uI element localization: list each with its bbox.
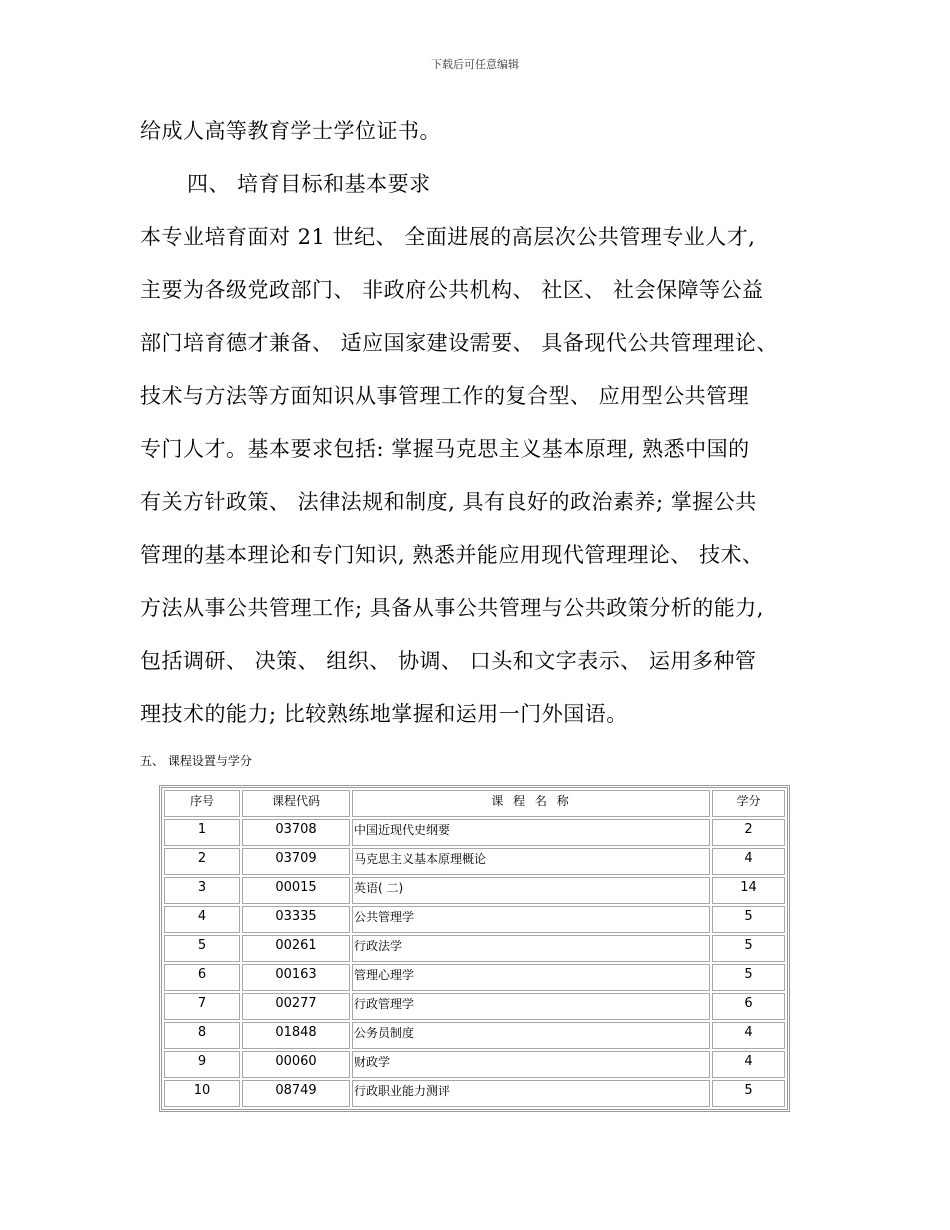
- section5-title: 五、 课程设置与学分: [140, 754, 252, 768]
- cell-number: 6: [164, 964, 240, 991]
- header-credit: 学分: [712, 790, 785, 817]
- body-line: 主要为各级党政部门、 非政府公共机构、 社区、 社会保障等公益: [140, 278, 764, 302]
- body-line: 包括调研、 决策、 组织、 协调、 口头和文字表示、 运用多种管: [140, 649, 757, 673]
- table-row: [164, 964, 785, 991]
- body-line: 管理的基本理论和专门知识, 熟悉并能应用现代管理理论、 技术、: [140, 543, 764, 567]
- body-line: 技术与方法等方面知识从事管理工作的复合型、 应用型公共管理: [140, 384, 750, 408]
- cell-code: 00163: [242, 964, 350, 991]
- table-row: [164, 819, 785, 846]
- body-line: 本专业培育面对 21 世纪、 全面进展的高层次公共管理专业人才,: [140, 225, 756, 249]
- cell-credit: 5: [712, 935, 785, 962]
- course-table-body: [164, 819, 785, 1107]
- cell-code: 00277: [242, 993, 350, 1020]
- course-table-frame: [159, 785, 790, 1112]
- cell-credit: 4: [712, 1022, 785, 1049]
- body-line: 理技术的能力; 比较熟练地掌握和运用一门外国语。: [140, 702, 628, 726]
- cell-credit: 5: [712, 964, 785, 991]
- cell-name: 英语( 二): [352, 877, 710, 904]
- table-row: [164, 1022, 785, 1049]
- table-row: [164, 1080, 785, 1107]
- body-line: 专门人才。基本要求包括: 掌握马克思主义基本原理, 熟悉中国的: [140, 437, 750, 461]
- table-header-row: [164, 790, 785, 817]
- header-code: 课程代码: [242, 790, 350, 817]
- course-table: [162, 788, 787, 1109]
- cell-number: 7: [164, 993, 240, 1020]
- cell-credit: 5: [712, 906, 785, 933]
- cell-name: 行政法学: [352, 935, 710, 962]
- cell-name: 财政学: [352, 1051, 710, 1078]
- cell-name: 公务员制度: [352, 1022, 710, 1049]
- section-heading: 四、 培育目标和基本要求: [187, 172, 431, 196]
- cell-credit: 5: [712, 1080, 785, 1107]
- cell-number: 3: [164, 877, 240, 904]
- table-row: [164, 935, 785, 962]
- cell-name: 公共管理学: [352, 906, 710, 933]
- table-row: [164, 993, 785, 1020]
- cell-credit: 4: [712, 1051, 785, 1078]
- cell-code: 00261: [242, 935, 350, 962]
- cell-code: 00015: [242, 877, 350, 904]
- body-line: 给成人高等教育学士学位证书。: [140, 119, 441, 143]
- table-row: [164, 877, 785, 904]
- cell-code: 08749: [242, 1080, 350, 1107]
- table-row: [164, 848, 785, 875]
- header-note: 下载后可任意编辑: [431, 58, 519, 71]
- cell-code: 03335: [242, 906, 350, 933]
- cell-code: 00060: [242, 1051, 350, 1078]
- cell-number: 8: [164, 1022, 240, 1049]
- header-name: 课 程 名 称: [352, 790, 710, 817]
- body-line: 有关方针政策、 法律法规和制度, 具有良好的政治素养; 掌握公共: [140, 490, 757, 514]
- cell-credit: 6: [712, 993, 785, 1020]
- cell-number: 1: [164, 819, 240, 846]
- cell-code: 03708: [242, 819, 350, 846]
- header-number: 序号: [164, 790, 240, 817]
- cell-name: 管理心理学: [352, 964, 710, 991]
- cell-credit: 14: [712, 877, 785, 904]
- cell-name: 马克思主义基本原理概论: [352, 848, 710, 875]
- cell-number: 9: [164, 1051, 240, 1078]
- cell-name: 行政职业能力测评: [352, 1080, 710, 1107]
- cell-number: 2: [164, 848, 240, 875]
- body-line: 部门培育德才兼备、 适应国家建设需要、 具备现代公共管理理论、: [140, 331, 778, 355]
- cell-code: 01848: [242, 1022, 350, 1049]
- cell-credit: 2: [712, 819, 785, 846]
- cell-credit: 4: [712, 848, 785, 875]
- body-line: 方法从事公共管理工作; 具备从事公共管理与公共政策分析的能力,: [140, 596, 764, 620]
- table-row: [164, 1051, 785, 1078]
- cell-number: 5: [164, 935, 240, 962]
- cell-name: 行政管理学: [352, 993, 710, 1020]
- table-row: [164, 906, 785, 933]
- cell-code: 03709: [242, 848, 350, 875]
- cell-number: 10: [164, 1080, 240, 1107]
- cell-name: 中国近现代史纲要: [352, 819, 710, 846]
- cell-number: 4: [164, 906, 240, 933]
